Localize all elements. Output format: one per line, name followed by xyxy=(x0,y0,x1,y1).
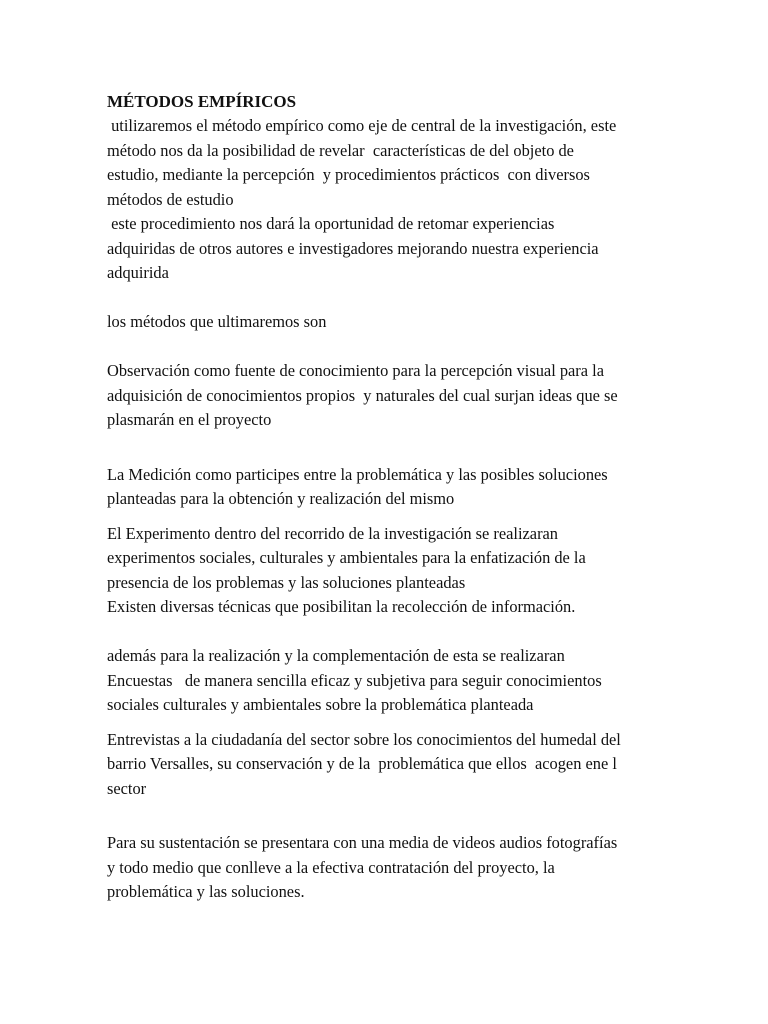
text-line: además para la realización y la complementación de esta se realizaran xyxy=(107,646,565,665)
text-line: barrio Versalles, su conservación y de la problemática que ellos acogen ene l xyxy=(107,754,617,773)
text-line: experimentos sociales, culturales y ambientales para la enfatización de la xyxy=(107,548,586,567)
text-line: los métodos que ultimaremos son xyxy=(107,312,327,331)
text-line: El Experimento dentro del recorrido de la investigación se realizaran xyxy=(107,523,559,543)
text-line: adquisición de conocimientos propios y naturales del cual surjan ideas que se xyxy=(107,385,618,405)
text-line: Entrevistas a la ciudadanía del sector sobre los conocimientos del humedal del xyxy=(107,729,621,749)
text-line: adquirida xyxy=(107,263,169,282)
observacion-paragraph xyxy=(107,359,707,433)
text-line: plasmarán en el proyecto xyxy=(107,410,272,429)
text-line: sociales culturales y ambientales sobre la problemática planteada xyxy=(107,695,534,714)
text-line: métodos de estudio xyxy=(107,189,234,209)
document-page xyxy=(107,90,707,905)
intro-paragraph xyxy=(107,114,707,286)
methods-intro-paragraph xyxy=(107,310,707,335)
text-line: y todo medio que conlleve a la efectiva contratación del proyecto, la xyxy=(107,857,555,877)
encuestas-paragraph xyxy=(107,644,707,718)
text-line: La Medición como participes entre la problemática y las posibles soluciones xyxy=(107,464,608,484)
document-title: MÉTODOS EMPÍRICOS xyxy=(107,92,297,111)
medicion-paragraph xyxy=(107,463,707,512)
text-line: Para su sustentación se presentara con una media de videos audios fotografías xyxy=(107,833,618,852)
text-line: presencia de los problemas y las soluciones planteadas xyxy=(107,572,466,592)
experimento-paragraph xyxy=(107,522,707,620)
text-line: Encuestas de manera sencilla eficaz y subjetiva para seguir conocimientos xyxy=(107,670,602,690)
text-line: utilizaremos el método empírico como eje de central de la investigación, este xyxy=(107,116,617,135)
sustentacion-paragraph xyxy=(107,831,707,905)
text-line: estudio, mediante la percepción y procedimientos prácticos con diversos xyxy=(107,165,590,184)
text-line: Existen diversas técnicas que posibilitan la recolección de información. xyxy=(107,597,576,616)
text-line: sector xyxy=(107,778,147,798)
text-line: planteadas para la obtención y realización del mismo xyxy=(107,489,455,508)
text-line: Observación como fuente de conocimiento para la percepción visual para la xyxy=(107,361,604,380)
text-line: método nos da la posibilidad de revelar características de del objeto de xyxy=(107,140,574,160)
text-line: problemática y las soluciones. xyxy=(107,882,305,901)
text-line: este procedimiento nos dará la oportunidad de retomar experiencias xyxy=(107,214,555,233)
entrevistas-paragraph xyxy=(107,728,707,802)
text-line: adquiridas de otros autores e investigadores mejorando nuestra experiencia xyxy=(107,238,599,258)
